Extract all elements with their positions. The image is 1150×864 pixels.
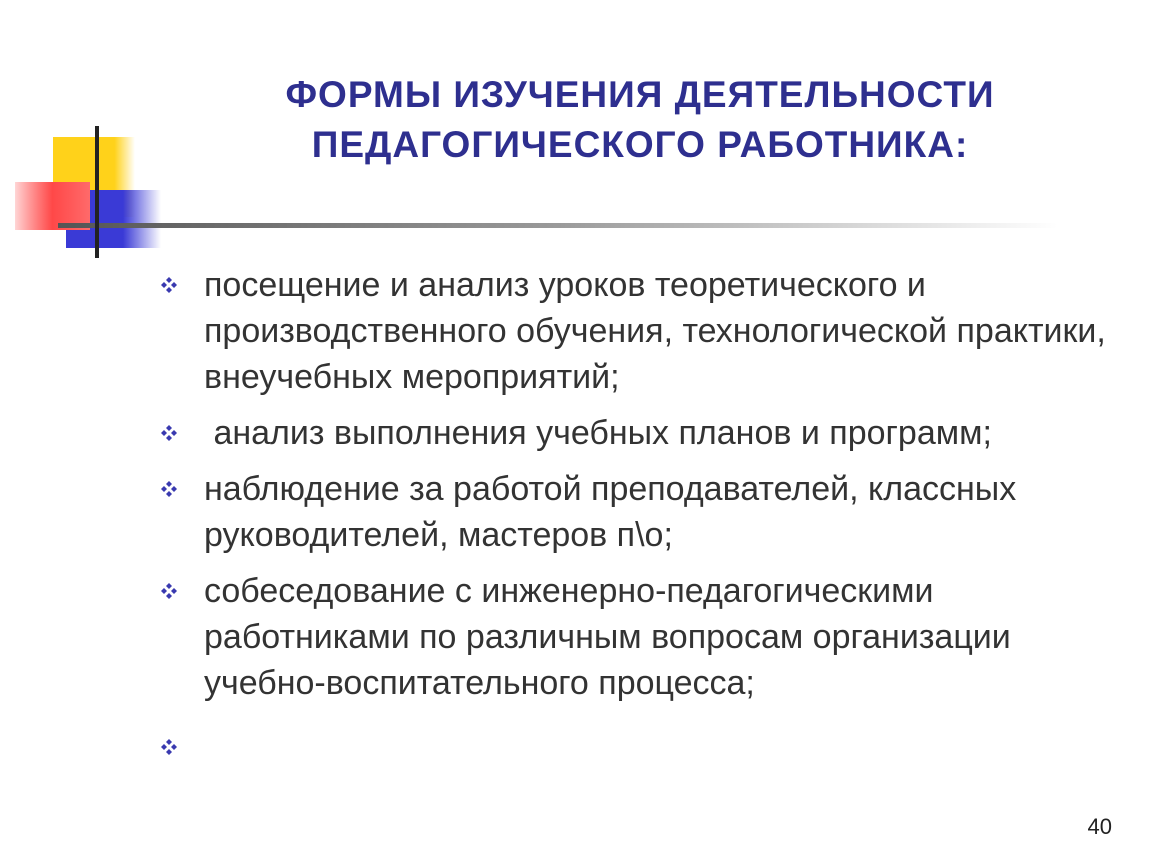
four-diamond-bullet-icon	[160, 738, 178, 756]
list-item	[160, 410, 1130, 456]
horizontal-rule	[58, 223, 1058, 228]
bullet-text: анализ выполнения учебных планов и программ;	[204, 414, 992, 452]
vertical-rule	[95, 126, 99, 258]
red-square	[15, 182, 90, 230]
list-item	[160, 568, 1130, 706]
bullet-list	[160, 262, 1130, 780]
bullet-text: собеседование с инженерно-педагогическими работниками по различным вопросам организации учебно-воспитательного процесса;	[204, 572, 1011, 702]
title-line-1: ФОРМЫ ИЗУЧЕНИЯ ДЕЯТЕЛЬНОСТИ	[285, 74, 995, 115]
list-item	[160, 724, 1130, 770]
four-diamond-bullet-icon	[160, 480, 178, 498]
four-diamond-bullet-icon	[160, 276, 178, 294]
bullet-text: посещение и анализ уроков теоретического и производственного обучения, технологической практики, внеучебных мероприятий;	[204, 266, 1106, 396]
four-diamond-bullet-icon	[160, 424, 178, 442]
slide-title	[230, 70, 1050, 170]
title-line-2: ПЕДАГОГИЧЕСКОГО РАБОТНИКА:	[311, 124, 969, 165]
page-number: 40	[1087, 814, 1112, 839]
bullet-text: наблюдение за работой преподавателей, классных руководителей, мастеров п\о;	[204, 470, 1017, 554]
list-item	[160, 466, 1130, 558]
four-diamond-bullet-icon	[160, 582, 178, 600]
list-item	[160, 262, 1130, 400]
